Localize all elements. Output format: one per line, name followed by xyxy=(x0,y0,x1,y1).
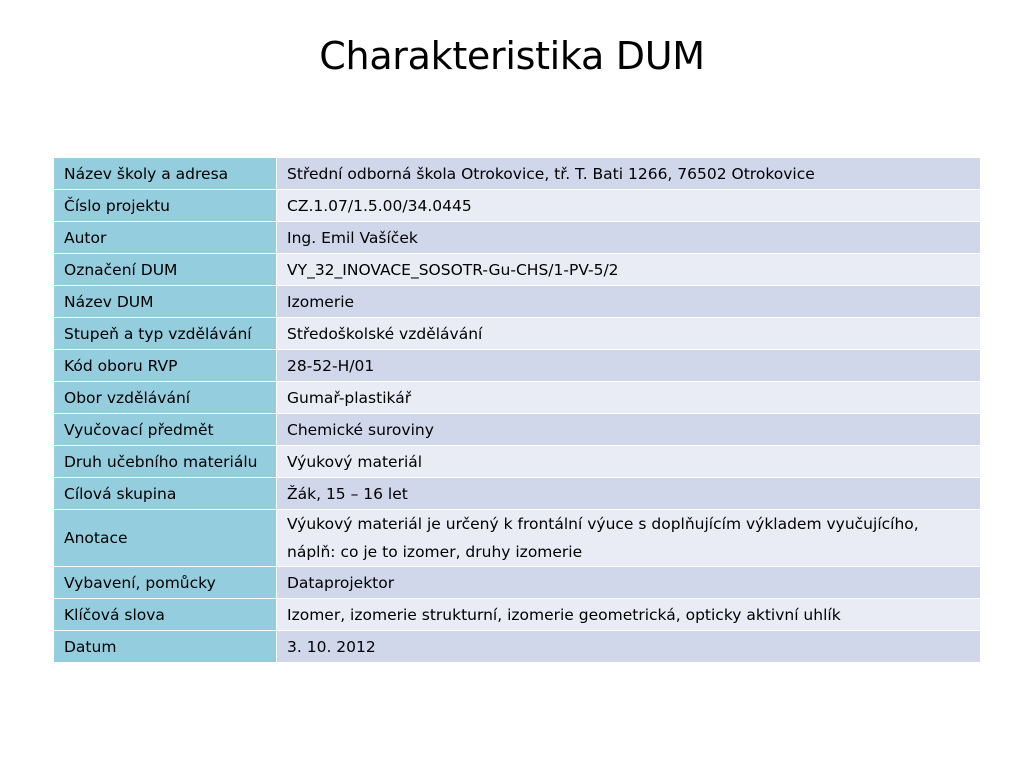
dum-characteristics-table xyxy=(53,157,981,663)
row-value-equipment: Dataprojektor xyxy=(277,567,981,599)
table-row xyxy=(54,478,981,510)
row-label-rvp-code: Kód oboru RVP xyxy=(54,350,277,382)
table-row xyxy=(54,254,981,286)
row-label-date: Datum xyxy=(54,631,277,663)
row-value-target-group: Žák, 15 – 16 let xyxy=(277,478,981,510)
table-row xyxy=(54,567,981,599)
table-row xyxy=(54,414,981,446)
table-row xyxy=(54,350,981,382)
table-row xyxy=(54,631,981,663)
row-label-field-of-study: Obor vzdělávání xyxy=(54,382,277,414)
row-value-date: 3. 10. 2012 xyxy=(277,631,981,663)
row-value-field-of-study: Gumař-plastikář xyxy=(277,382,981,414)
row-label-target-group: Cílová skupina xyxy=(54,478,277,510)
row-value-keywords: Izomer, izomerie strukturní, izomerie geometrická, opticky aktivní uhlík xyxy=(277,599,981,631)
row-label-dum-code: Označení DUM xyxy=(54,254,277,286)
row-value-dum-name: Izomerie xyxy=(277,286,981,318)
row-label-keywords: Klíčová slova xyxy=(54,599,277,631)
row-value-project-number: CZ.1.07/1.5.00/34.0445 xyxy=(277,190,981,222)
row-value-material-type: Výukový materiál xyxy=(277,446,981,478)
row-label-dum-name: Název DUM xyxy=(54,286,277,318)
row-value-author: Ing. Emil Vašíček xyxy=(277,222,981,254)
slide-title: Charakteristika DUM xyxy=(319,34,705,78)
table-row xyxy=(54,158,981,190)
table-row xyxy=(54,446,981,478)
row-value-rvp-code: 28-52-H/01 xyxy=(277,350,981,382)
table-row xyxy=(54,382,981,414)
table-row xyxy=(54,599,981,631)
table-row xyxy=(54,286,981,318)
table-row xyxy=(54,318,981,350)
row-label-material-type: Druh učebního materiálu xyxy=(54,446,277,478)
row-value-education-level: Středoškolské vzdělávání xyxy=(277,318,981,350)
row-label-education-level: Stupeň a typ vzdělávání xyxy=(54,318,277,350)
table-row xyxy=(54,190,981,222)
table-row xyxy=(54,510,981,567)
row-label-annotation: Anotace xyxy=(54,510,277,567)
row-label-project-number: Číslo projektu xyxy=(54,190,277,222)
row-label-equipment: Vybavení, pomůcky xyxy=(54,567,277,599)
row-value-annotation: Výukový materiál je určený k frontální výuce s doplňujícím výkladem vyučujícího, náplň: co je to izomer, druhy izomerie xyxy=(277,510,981,567)
table-row xyxy=(54,222,981,254)
row-value-school: Střední odborná škola Otrokovice, tř. T. Bati 1266, 76502 Otrokovice xyxy=(277,158,981,190)
row-value-dum-code: VY_32_INOVACE_SOSOTR-Gu-CHS/1-PV-5/2 xyxy=(277,254,981,286)
row-label-school: Název školy a adresa xyxy=(54,158,277,190)
row-label-subject: Vyučovací předmět xyxy=(54,414,277,446)
row-label-author: Autor xyxy=(54,222,277,254)
row-value-subject: Chemické suroviny xyxy=(277,414,981,446)
